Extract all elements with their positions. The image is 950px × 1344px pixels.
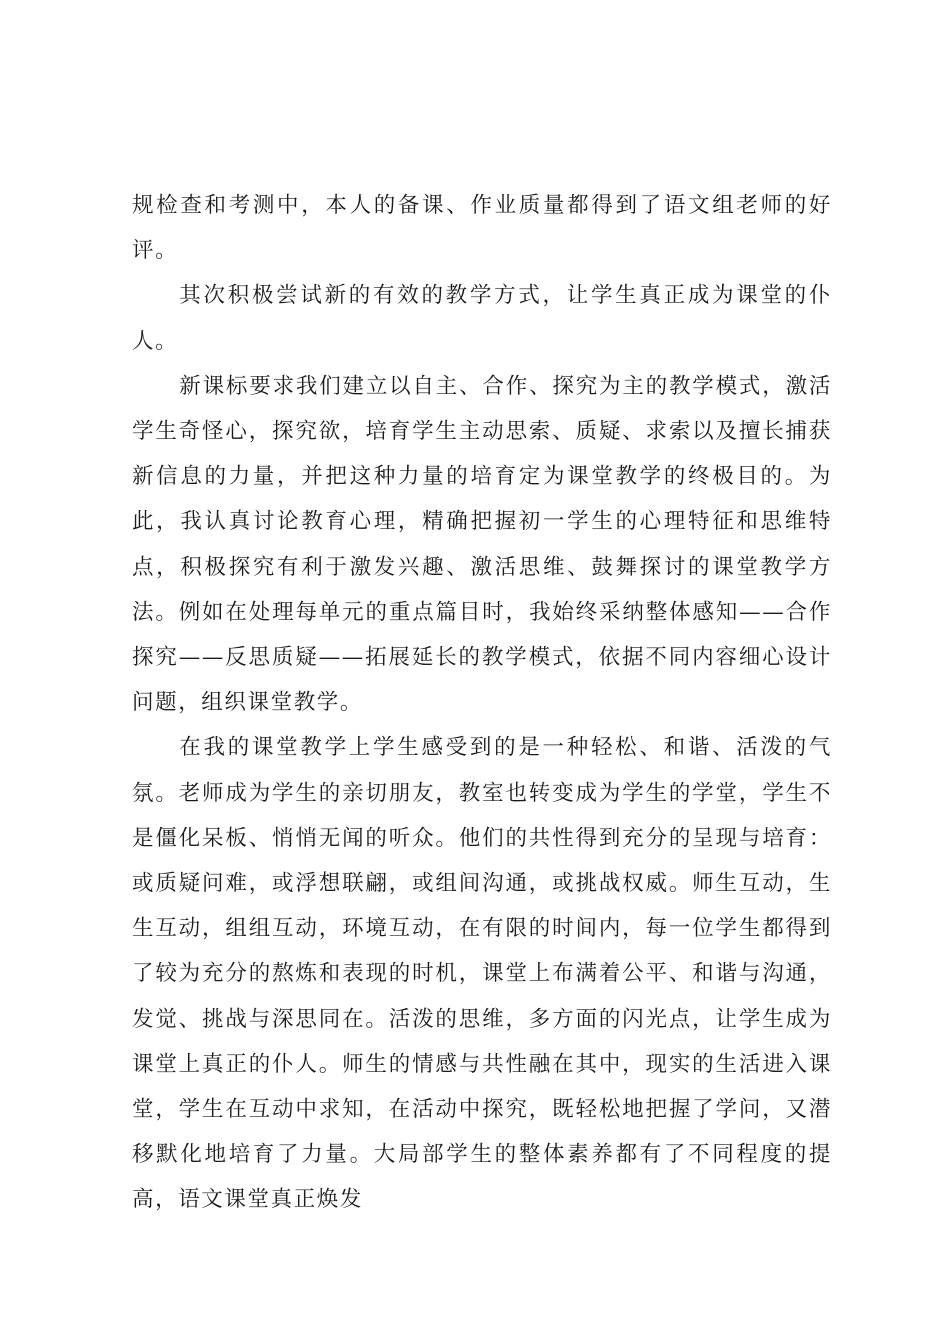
paragraph-classroom-atmosphere: 在我的课堂教学上学生感受到的是一种轻松、和谐、活泼的气氛。老师成为学生的亲切朋友，教室也转变成为学生的学堂，学生不是僵化呆板、悄悄无闻的听众。他们的共性得到充分的呈现与培育：或质疑问难，或浮想联翩，或组间沟通，或挑战权威。师生互动，生生互动，组组互动，环境互动，在有限的时间内，每一位学生都得到了较为充分的熬炼和表现的时机，课堂上布满着公平、和谐与沟通，发觉、挑战与深思同在。活泼的思维，多方面的闪光点，让学生成为课堂上真正的仆人。师生的情感与共性融在其中，现实的生活进入课堂，学生在互动中求知，在活动中探究，既轻松地把握了学问，又潜移默化地培育了力量。大局部学生的整体素养都有了不同程度的提高，语文课堂真正焕发	[132, 735, 832, 1213]
paragraph-continuation: 规检查和考测中，本人的备课、作业质量都得到了语文组老师的好评。	[132, 193, 832, 264]
body-text	[132, 183, 832, 1223]
paragraph-new-curriculum: 新课标要求我们建立以自主、合作、探究为主的教学模式，激活学生奇怪心，探究欲，培育学生主动思索、质疑、求索以及擅长捕获新信息的力量，并把这种力量的培育定为课堂教学的终极目的。为此，我认真讨论教育心理，精确把握初一学生的心理特征和思维特点，积极探究有利于激发兴趣、激活思维、鼓舞探讨的课堂教学方法。例如在处理每单元的重点篇目时，我始终采纳整体感知——合作探究——反思质疑——拓展延长的教学模式，依据不同内容细心设计问题，组织课堂教学。	[132, 373, 832, 716]
paragraph-teaching-method: 其次积极尝试新的有效的教学方式，让学生真正成为课堂的仆人。	[132, 283, 832, 354]
